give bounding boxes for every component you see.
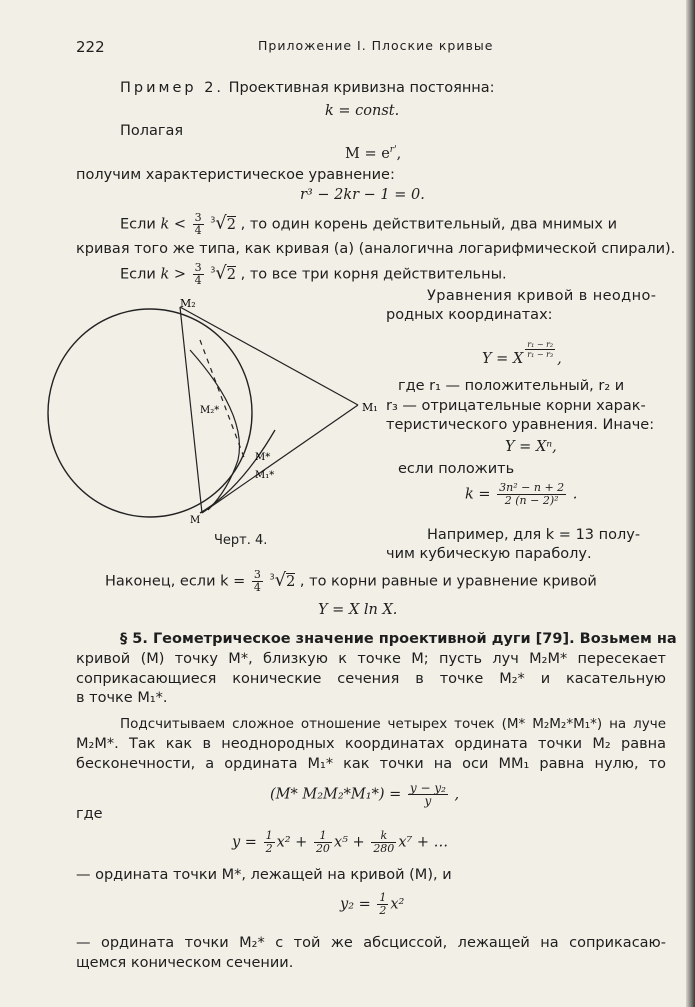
example-text: Проективная кривизна постоянна: xyxy=(228,80,495,96)
right-if-line: если положить xyxy=(398,461,515,477)
finally-line: Наконец, если k = $\frac{3}{4}$ $^3$√2 , то корни равные и уравнение кривой xyxy=(105,568,597,594)
right-where3: теристического уравнения. Иначе: xyxy=(386,417,655,433)
figure-caption: Черт. 4. xyxy=(214,533,268,548)
label-m1: M₁ xyxy=(362,401,378,414)
page-edge-shadow xyxy=(686,0,695,1007)
chord-m2-m xyxy=(180,307,202,513)
y2-equation: y₂ = $\frac{1}{2}$ x² xyxy=(340,891,405,917)
right-where1: где r₁ — положительный, r₂ и xyxy=(398,378,625,394)
case1-line2: кривая того же типа, как кривая (а) (аналогична логарифмической спирали). xyxy=(76,241,676,257)
ordinate2-line2: щемся коническом сечении. xyxy=(76,955,294,971)
section-line2: кривой (M) точку M*, близкую к точке M; пусть луч M₂M* пересекает xyxy=(76,651,666,667)
gde-text: где xyxy=(76,806,103,822)
page-number: 222 xyxy=(76,38,105,56)
label-m1-star: M₁* xyxy=(255,470,275,481)
label-m2: M₂ xyxy=(180,297,196,310)
case2-line: Если k > $\frac{3}{4}$ $^3$√2 , то все три корня действительны. xyxy=(120,261,507,287)
right-example2: чим кубическую параболу. xyxy=(386,546,592,562)
case1-line1: Если k < $\frac{3}{4}$ $^3$√2 , то один корень действительный, два мнимых и xyxy=(120,211,617,237)
para2-line3: бесконечности, а ордината M₁* как точки на оси MM₁ равна нулю, то xyxy=(76,756,666,772)
inner-conic-arc xyxy=(190,350,239,510)
right-where2: r₃ — отрицательные корни харак- xyxy=(386,398,646,414)
equation-xlnx: Y = X ln X. xyxy=(318,602,398,618)
label-m-star: M* xyxy=(255,452,271,463)
right-line2: родных координатах: xyxy=(386,307,553,323)
running-title: Приложение I. Плоские кривые xyxy=(258,38,494,53)
ray-m2-mstar xyxy=(200,340,245,460)
conic-circle xyxy=(48,309,252,517)
equation-m: $M = e^{r'}$, xyxy=(345,145,402,162)
tangent-m-m1 xyxy=(202,405,358,513)
label-m: M xyxy=(190,515,201,525)
polagaya-text: Полагая xyxy=(120,123,184,139)
label-m2-star: M₂* xyxy=(200,405,220,416)
example-label: Пример 2. xyxy=(120,80,225,96)
char-intro-text: получим характеристическое уравнение: xyxy=(76,167,395,183)
figure-4 xyxy=(40,295,385,525)
section-line3: соприкасающиеся конические сечения в точке M₂* и касательную xyxy=(76,671,666,687)
equation-y-power: Y = X $\frac{\text{r₁ − r₂}}{\text{r₁ − r₃}}$ , xyxy=(482,340,562,367)
equation-k-n: k = $\frac{\text{3n² − n + 2}}{\text{2 (n − 2)²}}$ . xyxy=(465,481,578,507)
section-line1: § 5. Геометрическое значение проективной дуги [79]. Возьмем на xyxy=(120,631,677,647)
section-line4: в точке M₁*. xyxy=(76,690,168,706)
example-heading xyxy=(120,80,495,96)
tangent-m2-m1 xyxy=(180,307,358,405)
equation-y-xn: Y = Xⁿ, xyxy=(505,439,557,455)
equation-k-const: k = const. xyxy=(325,103,400,119)
right-line1: Уравнения кривой в неодно- xyxy=(427,288,657,304)
para2-line1: Подсчитываем сложное отношение четырех точек (M* M₂M₂*M₁*) на луче xyxy=(120,716,666,732)
para2-line2: M₂M*. Так как в неоднородных координатах ордината точки M₂ равна xyxy=(76,736,666,752)
cross-ratio-equation: (M* M₂M₂*M₁*) = $\frac{\text{y − y₂}}{y}$ , xyxy=(270,781,460,808)
right-example1: Например, для k = 13 полу- xyxy=(427,527,641,543)
ordinate2-line1: — ордината точки M₂* с той же абсциссой, лежащей на соприкасаю- xyxy=(76,935,666,951)
series-equation: y = $\frac{1}{2}$ x² + $\frac{1}{20}$ x⁵ + $\frac{k}{280}$ x⁷ + … xyxy=(232,829,449,855)
ordinate1-text: — ордината точки M*, лежащей на кривой (M), и xyxy=(76,867,452,883)
characteristic-equation: r³ − 2kr − 1 = 0. xyxy=(300,187,425,203)
